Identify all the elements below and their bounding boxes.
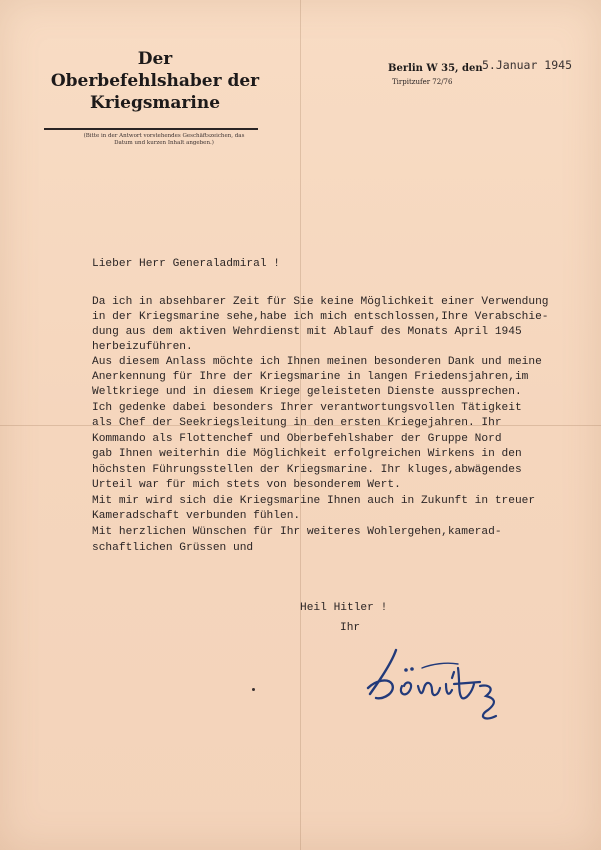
- body-line: Kommando als Flottenchef und Oberbefehlshaber der Gruppe Nord: [92, 433, 502, 445]
- body-line: Urteil war für mich stets von besonderem Wert.: [92, 479, 401, 491]
- body-line: Kameradschaft verbunden fühlen.: [92, 510, 301, 522]
- salutation: Lieber Herr Generaladmiral !: [92, 258, 280, 270]
- body-line: dung aus dem aktiven Wehrdienst mit Ablauf des Monats April 1945: [92, 326, 522, 338]
- closing-ihr: Ihr: [340, 622, 361, 634]
- place-label: Berlin W 35, den: [388, 63, 483, 74]
- body-line: Da ich in absehbarer Zeit für Sie keine Möglichkeit einer Verwendung: [92, 296, 549, 308]
- body-line: höchsten Führungsstellen der Kriegsmarine. Ihr kluges,abwägendes: [92, 464, 522, 476]
- body-line: Anerkennung für Ihre der Kriegsmarine in langen Friedensjahren,im: [92, 371, 529, 383]
- body-line: in der Kriegsmarine sehe,habe ich mich entschlossen,Ihre Verabschie-: [92, 311, 549, 323]
- body-line: als Chef der Seekriegsleitung in den ersten Kriegejahren. Ihr: [92, 417, 502, 429]
- body-line: herbeizuführen.: [92, 341, 193, 353]
- letter-date: 5.Januar 1945: [482, 58, 573, 72]
- letterhead: [50, 48, 260, 114]
- body-line: Mit herzlichen Wünschen für Ihr weiteres Wohlergehen,kamerad-: [92, 526, 502, 538]
- body-line: Ich gedenke dabei besonders Ihrer verantwortungsvollen Tätigkeit: [92, 402, 522, 414]
- letterhead-rule: [44, 128, 258, 130]
- body-line: Aus diesem Anlass möchte ich Ihnen meinen besonderen Dank und meine: [92, 356, 542, 368]
- body-line: gab Ihnen weiterhin die Möglichkeit erfolgreichen Wirkens in den: [92, 448, 522, 460]
- letterhead-line: Kriegsmarine: [89, 93, 221, 113]
- reference-hint: [64, 133, 264, 147]
- reference-hint-line: Datum und kurzen Inhalt angeben.): [114, 140, 214, 146]
- signature-image: [362, 628, 552, 728]
- closing-greeting: Heil Hitler !: [300, 602, 388, 614]
- letterhead-line: Der Oberbefehlshaber der: [50, 49, 260, 91]
- ink-dot: [252, 688, 255, 691]
- reference-hint-line: (Bitte in der Antwort vorstehendes Geschäftszeichen, das: [83, 133, 245, 139]
- body-line: Mit mir wird sich die Kriegsmarine Ihnen auch in Zukunft in treuer: [92, 495, 536, 507]
- street-address: Tirpitzufer 72/76: [392, 78, 453, 86]
- body-line: Weltkriege und in diesem Kriege geleisteten Dienste aussprechen.: [92, 386, 522, 398]
- body-line: schaftlichen Grüssen und: [92, 542, 254, 554]
